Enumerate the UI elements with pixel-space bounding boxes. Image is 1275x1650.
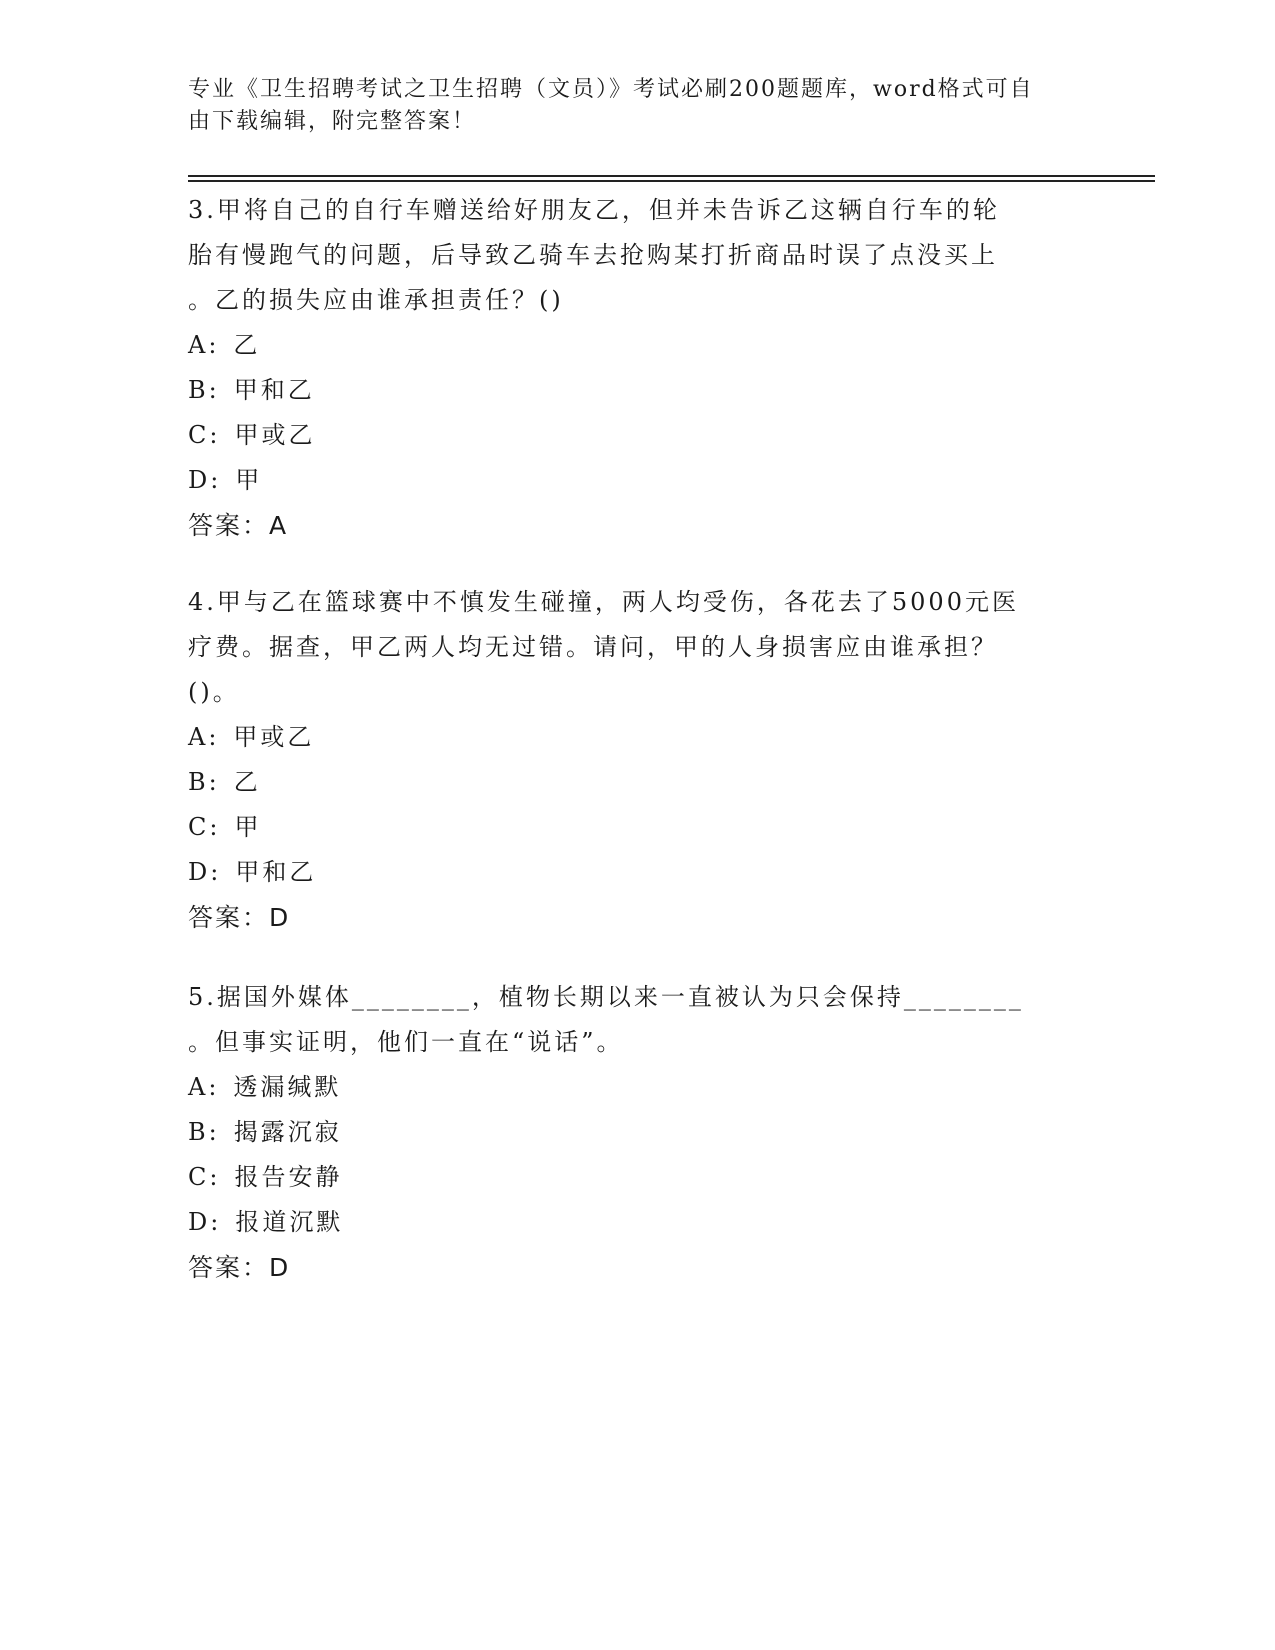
question-stem: 。乙的损失应由谁承担责任？() — [188, 286, 564, 314]
question-stem: 胎有慢跑气的问题，后导致乙骑车去抢购某打折商品时误了点没买上 — [188, 241, 998, 269]
question-stem: 4.甲与乙在篮球赛中不慎发生碰撞，两人均受伤，各花去了5000元医 — [188, 588, 1019, 616]
option-d: D: 甲和乙 — [188, 858, 317, 886]
question-stem: 疗费。据查，甲乙两人均无过错。请问，甲的人身损害应由谁承担？ — [188, 633, 998, 661]
question-stem: 3.甲将自己的自行车赠送给好朋友乙，但并未告诉乙这辆自行车的轮 — [188, 196, 1000, 224]
question-4 — [188, 580, 1088, 940]
answer-line: 答案：A — [188, 511, 289, 540]
header-line-1: 专业《卫生招聘考试之卫生招聘（文员）》考试必刷200题题库，word格式可自 — [188, 77, 1034, 102]
question-stem: 5.据国外媒体________，植物长期以来一直被认为只会保持________ — [188, 983, 1024, 1011]
option-d: D: 甲 — [188, 466, 263, 494]
option-a: A: 透漏缄默 — [188, 1073, 342, 1101]
question-stem: ()。 — [188, 678, 240, 706]
option-c: C: 甲或乙 — [188, 421, 316, 449]
option-d: D: 报道沉默 — [188, 1208, 344, 1236]
question-stem: 。但事实证明，他们一直在“说话”。 — [188, 1028, 624, 1056]
option-c: C: 甲 — [188, 813, 262, 841]
option-b: B: 甲和乙 — [188, 376, 315, 404]
header-divider-top — [188, 175, 1155, 177]
answer-line: 答案：D — [188, 903, 291, 932]
question-3 — [188, 188, 1088, 548]
option-a: A: 乙 — [188, 331, 261, 359]
option-b: B: 乙 — [188, 768, 261, 796]
document-header — [188, 74, 1068, 138]
answer-line: 答案：D — [188, 1253, 291, 1282]
option-c: C: 报告安静 — [188, 1163, 343, 1191]
header-divider-bottom — [188, 180, 1155, 182]
question-5 — [188, 975, 1088, 1290]
header-line-2: 由下载编辑，附完整答案！ — [188, 109, 477, 134]
option-b: B: 揭露沉寂 — [188, 1118, 342, 1146]
option-a: A: 甲或乙 — [188, 723, 315, 751]
